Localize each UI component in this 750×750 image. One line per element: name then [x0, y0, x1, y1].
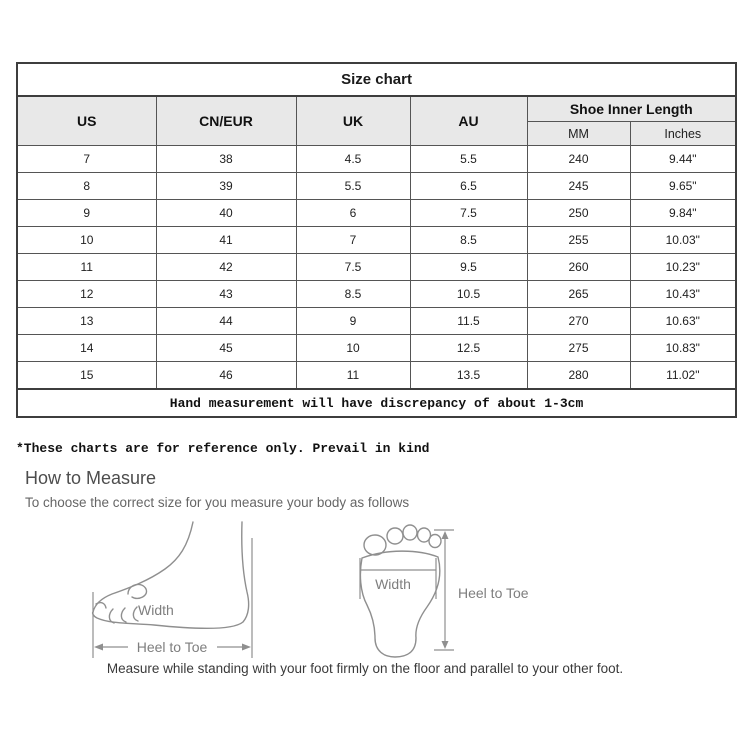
column-header-uk: UK: [296, 96, 410, 146]
foot-side-outline: [93, 522, 193, 612]
table-cell: 11.5: [410, 308, 527, 335]
arrow-down-icon: [442, 641, 449, 649]
table-cell: 8.5: [296, 281, 410, 308]
how-to-measure-heading: How to Measure: [25, 468, 157, 488]
table-cell: 39: [156, 173, 296, 200]
table-cell: 10.63": [630, 308, 736, 335]
table-row: [17, 308, 736, 335]
column-header-cn-eur: CN/EUR: [156, 96, 296, 146]
table-cell: 40: [156, 200, 296, 227]
table-cell: 8: [17, 173, 156, 200]
table-cell: 6: [296, 200, 410, 227]
table-cell: 5.5: [296, 173, 410, 200]
table-cell: 41: [156, 227, 296, 254]
table-cell: 12.5: [410, 335, 527, 362]
column-header-inches: Inches: [630, 122, 736, 146]
table-cell: 11: [296, 362, 410, 390]
table-cell: 9.5: [410, 254, 527, 281]
table-cell: 12: [17, 281, 156, 308]
column-header-mm: MM: [527, 122, 630, 146]
table-cell: 7: [296, 227, 410, 254]
table-cell: 38: [156, 146, 296, 173]
table-row: [17, 200, 736, 227]
column-header-us: US: [17, 96, 156, 146]
table-cell: 11: [17, 254, 156, 281]
toe-curl-line: [109, 609, 114, 623]
big-toe-line: [96, 603, 106, 608]
toe-outline: [387, 528, 403, 544]
table-cell: 42: [156, 254, 296, 281]
side-width-label: Width: [138, 602, 174, 618]
table-cell: 280: [527, 362, 630, 390]
arrow-right-icon: [242, 644, 251, 651]
table-cell: 6.5: [410, 173, 527, 200]
table-cell: 15: [17, 362, 156, 390]
table-cell: 13: [17, 308, 156, 335]
table-cell: 240: [527, 146, 630, 173]
table-header-row: [17, 96, 736, 122]
toe-outline: [429, 535, 441, 548]
table-cell: 45: [156, 335, 296, 362]
table-cell: 4.5: [296, 146, 410, 173]
arrow-up-icon: [442, 531, 449, 539]
table-cell: 10.83": [630, 335, 736, 362]
reference-note: *These charts are for reference only. Prevail in kind: [16, 441, 430, 456]
table-cell: 7: [17, 146, 156, 173]
table-cell: 255: [527, 227, 630, 254]
table-cell: 10.23": [630, 254, 736, 281]
table-cell: 245: [527, 173, 630, 200]
table-row: [17, 254, 736, 281]
table-cell: 275: [527, 335, 630, 362]
size-chart-title: Size chart: [17, 63, 736, 96]
table-cell: 10: [17, 227, 156, 254]
table-cell: 10: [296, 335, 410, 362]
table-cell: 9.44": [630, 146, 736, 173]
table-cell: 260: [527, 254, 630, 281]
table-cell: 10.5: [410, 281, 527, 308]
table-cell: 250: [527, 200, 630, 227]
how-to-measure-subheading: To choose the correct size for you measure your body as follows: [25, 495, 410, 510]
top-heel-to-toe-label: Heel to Toe: [458, 585, 529, 601]
table-title-row: [17, 63, 736, 96]
table-cell: 270: [527, 308, 630, 335]
table-cell: 5.5: [410, 146, 527, 173]
toe-outline: [403, 525, 417, 540]
table-row: [17, 173, 736, 200]
arrow-left-icon: [94, 644, 103, 651]
table-cell: 13.5: [410, 362, 527, 390]
table-row: [17, 335, 736, 362]
table-footnote-row: [17, 389, 736, 417]
table-cell: 265: [527, 281, 630, 308]
size-table-body: [17, 146, 736, 390]
column-header-au: AU: [410, 96, 527, 146]
table-cell: 10.03": [630, 227, 736, 254]
table-footnote: Hand measurement will have discrepancy of about 1-3cm: [17, 389, 736, 417]
table-row: [17, 281, 736, 308]
table-cell: 9.65": [630, 173, 736, 200]
side-heel-to-toe-label: Heel to Toe: [136, 639, 208, 655]
measure-caption: Measure while standing with your foot firmly on the floor and parallel to your other foot.: [106, 661, 624, 676]
table-cell: 7.5: [296, 254, 410, 281]
table-row: [17, 362, 736, 390]
table-row: [17, 227, 736, 254]
table-cell: 9.84": [630, 200, 736, 227]
table-cell: 8.5: [410, 227, 527, 254]
table-cell: 7.5: [410, 200, 527, 227]
foot-side-view-diagram: [72, 512, 282, 664]
toe-curl-line: [121, 608, 126, 622]
table-cell: 44: [156, 308, 296, 335]
table-cell: 9: [17, 200, 156, 227]
top-width-label: Width: [375, 576, 411, 592]
size-chart-table: [16, 62, 737, 418]
table-cell: 10.43": [630, 281, 736, 308]
instep-width-loop: [128, 584, 147, 598]
table-cell: 14: [17, 335, 156, 362]
footprint-sole-outline: [360, 551, 439, 657]
column-header-inner-length: Shoe Inner Length: [527, 96, 736, 122]
table-cell: 9: [296, 308, 410, 335]
table-cell: 11.02": [630, 362, 736, 390]
foot-top-view-diagram: [346, 506, 576, 664]
table-cell: 46: [156, 362, 296, 390]
table-cell: 43: [156, 281, 296, 308]
table-row: [17, 146, 736, 173]
